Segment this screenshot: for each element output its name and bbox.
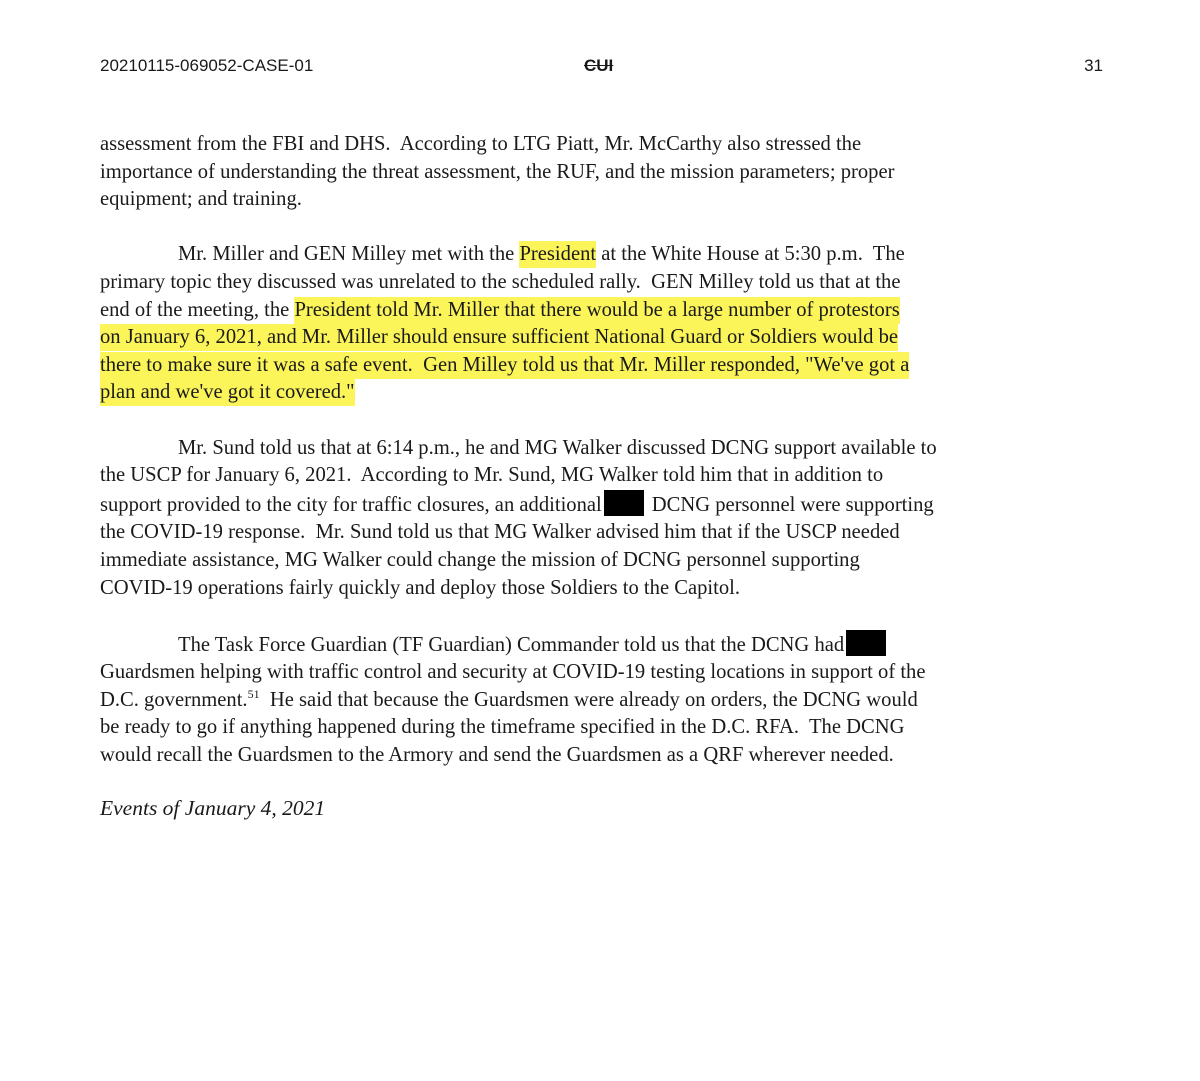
text-segment: support provided to the city for traffic closures, an additional xyxy=(100,493,602,516)
text-line xyxy=(100,241,1100,269)
text-line: importance of understanding the threat assessment, the RUF, and the mission parameters; proper xyxy=(100,160,895,183)
text-line xyxy=(100,687,1100,715)
text-line: Mr. Sund told us that at 6:14 p.m., he and MG Walker discussed DCNG support available to xyxy=(178,436,937,459)
paragraph-4 xyxy=(100,630,1100,770)
text-line xyxy=(100,630,1100,660)
page-number: 31 xyxy=(1084,56,1103,75)
text-segment: DCNG personnel were supporting xyxy=(651,493,934,516)
text-line xyxy=(100,379,1100,407)
document-body xyxy=(100,131,1100,770)
text-line xyxy=(100,324,1100,352)
text-line: would recall the Guardsmen to the Armory and send the Guardsmen as a QRF wherever needed. xyxy=(100,744,894,767)
text-line xyxy=(100,297,1100,325)
paragraph-2 xyxy=(100,241,1100,407)
text-line: primary topic they discussed was unrelated to the scheduled rally. GEN Milley told us that at the xyxy=(100,270,901,293)
text-segment: end of the meeting, the xyxy=(100,298,295,321)
text-line: immediate assistance, MG Walker could change the mission of DCNG personnel supporting xyxy=(100,548,860,571)
text-line: the USCP for January 6, 2021. According to Mr. Sund, MG Walker told him that in addition to xyxy=(100,464,884,487)
highlighted-text: plan and we've got it covered." xyxy=(100,379,355,406)
highlighted-text: there to make sure it was a safe event. Gen Milley told us that Mr. Miller responded, "We've got a xyxy=(100,352,909,379)
page-header xyxy=(100,56,1103,82)
footnote-reference[interactable]: 51 xyxy=(247,686,260,701)
text-line xyxy=(100,490,1100,520)
text-segment: at the White House at 5:30 p.m. The xyxy=(596,243,905,266)
document-id: 20210115-069052-CASE-01 xyxy=(100,56,314,75)
text-line xyxy=(100,352,1100,380)
text-line: be ready to go if anything happened during the timeframe specified in the D.C. RFA. The DCNG xyxy=(100,716,905,739)
text-segment: Mr. Miller and GEN Milley met with the xyxy=(178,243,520,266)
section-heading: Events of January 4, 2021 xyxy=(100,796,326,820)
highlighted-text: on January 6, 2021, and Mr. Miller should ensure sufficient National Guard or Soldiers would be xyxy=(100,324,898,351)
text-segment: He said that because the Guardsmen were already on orders, the DCNG would xyxy=(259,688,918,711)
redaction-box xyxy=(846,630,886,656)
text-segment: The Task Force Guardian (TF Guardian) Commander told us that the DCNG had xyxy=(178,633,845,656)
classification-marking: CUI xyxy=(584,56,614,75)
text-line: Guardsmen helping with traffic control and security at COVID-19 testing locations in support of the xyxy=(100,661,926,684)
text-line: COVID-19 operations fairly quickly and deploy those Soldiers to the Capitol. xyxy=(100,576,741,599)
text-line: assessment from the FBI and DHS. According to LTG Piatt, Mr. McCarthy also stressed the xyxy=(100,133,862,155)
highlighted-text: President told Mr. Miller that there would be a large number of protestors xyxy=(294,297,899,324)
paragraph-1 xyxy=(100,131,1100,214)
redaction-box xyxy=(604,490,644,516)
text-segment: D.C. government. xyxy=(100,688,248,711)
paragraph-3 xyxy=(100,435,1100,603)
text-line: equipment; and training. xyxy=(100,188,302,211)
highlighted-text: President xyxy=(519,241,596,268)
text-line: the COVID-19 response. Mr. Sund told us that MG Walker advised him that if the USCP needed xyxy=(100,521,900,544)
